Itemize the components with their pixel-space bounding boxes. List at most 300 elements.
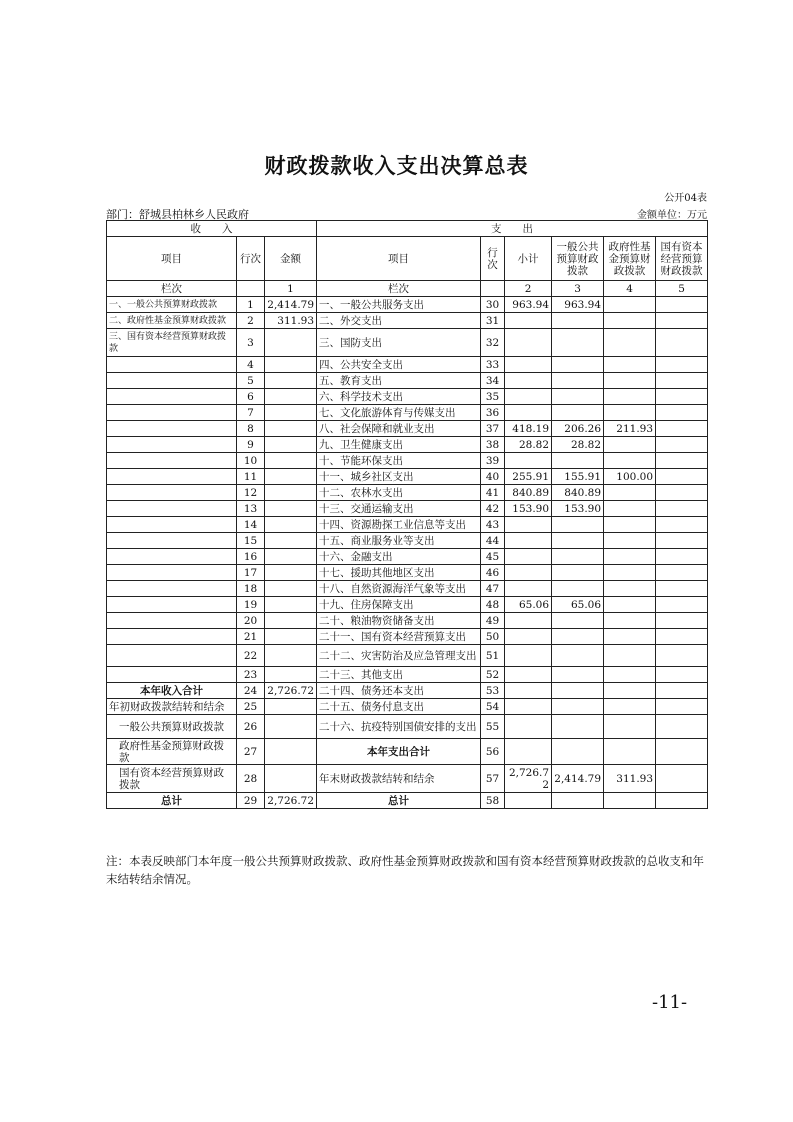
subtotal-cell: 255.91 [505, 469, 552, 485]
fund-budget-cell [604, 565, 656, 581]
income-line-no-cell: 4 [237, 357, 265, 373]
subtotal-cell [505, 699, 552, 715]
table-row [107, 329, 708, 357]
table-row [107, 565, 708, 581]
fund-budget-cell [604, 549, 656, 565]
general-budget-cell [552, 517, 604, 533]
general-budget-cell [552, 329, 604, 357]
subtotal-cell [505, 565, 552, 581]
income-item-cell [107, 389, 237, 405]
income-amount-cell [265, 485, 317, 501]
income-amount-cell: 2,414.79 [265, 297, 317, 313]
income-line-no-cell: 15 [237, 533, 265, 549]
income-item-cell [107, 613, 237, 629]
state-capital-cell [656, 421, 708, 437]
expense-item-cell: 二十三、其他支出 [317, 667, 481, 683]
expense-line-no-cell: 40 [481, 469, 505, 485]
income-item-cell [107, 565, 237, 581]
state-capital-cell [656, 517, 708, 533]
expense-item-cell: 本年支出合计 [317, 739, 481, 765]
income-item-cell [107, 501, 237, 517]
income-item-cell [107, 405, 237, 421]
fund-budget-cell [604, 329, 656, 357]
income-item-cell: 三、国有资本经营预算财政拨款 [107, 329, 237, 357]
general-budget-cell [552, 645, 604, 667]
expense-line-no-cell: 42 [481, 501, 505, 517]
expense-item-cell: 十八、自然资源海洋气象等支出 [317, 581, 481, 597]
fund-budget-cell [604, 715, 656, 739]
table-row [107, 683, 708, 699]
fund-budget-cell [604, 597, 656, 613]
income-amount-cell [265, 629, 317, 645]
expense-item-cell: 十六、金融支出 [317, 549, 481, 565]
state-capital-cell [656, 405, 708, 421]
expense-section-header: 支 出 [317, 221, 708, 237]
subtotal-cell: 2,726.72 [505, 765, 552, 793]
column-index-4: 4 [604, 281, 656, 297]
fund-budget-cell [604, 793, 656, 809]
income-line-no-cell: 22 [237, 645, 265, 667]
income-section-header: 收 入 [107, 221, 317, 237]
table-row [107, 405, 708, 421]
expense-item-cell: 二十、粮油物资储备支出 [317, 613, 481, 629]
expense-item-cell: 十二、农林水支出 [317, 485, 481, 501]
income-line-no-cell: 7 [237, 405, 265, 421]
expense-line-no-cell: 34 [481, 373, 505, 389]
income-amount-cell [265, 501, 317, 517]
expense-item-cell: 十三、交通运输支出 [317, 501, 481, 517]
state-capital-cell [656, 329, 708, 357]
income-item-cell [107, 629, 237, 645]
state-capital-cell [656, 765, 708, 793]
state-capital-cell [656, 501, 708, 517]
expense-item-cell: 年末财政拨款结转和结余 [317, 765, 481, 793]
subtotal-cell: 840.89 [505, 485, 552, 501]
fund-budget-cell [604, 437, 656, 453]
income-line-no-cell: 23 [237, 667, 265, 683]
subtotal-cell [505, 517, 552, 533]
table-row [107, 373, 708, 389]
subtotal-cell [505, 739, 552, 765]
income-item-cell [107, 373, 237, 389]
column-header-row [107, 237, 708, 281]
general-budget-cell: 963.94 [552, 297, 604, 313]
income-line-no-cell: 1 [237, 297, 265, 313]
table-row [107, 389, 708, 405]
state-capital-cell [656, 699, 708, 715]
subtotal-cell [505, 549, 552, 565]
general-budget-cell: 840.89 [552, 485, 604, 501]
expense-line-no-header: 行次 [481, 237, 505, 281]
income-item-cell [107, 469, 237, 485]
income-amount-cell [265, 469, 317, 485]
expense-item-cell: 五、教育支出 [317, 373, 481, 389]
expense-line-no-cell: 47 [481, 581, 505, 597]
table-row [107, 629, 708, 645]
table-row [107, 533, 708, 549]
fund-budget-cell [604, 501, 656, 517]
income-item-cell [107, 645, 237, 667]
subtotal-cell [505, 453, 552, 469]
expense-line-no-cell: 54 [481, 699, 505, 715]
table-row [107, 501, 708, 517]
state-capital-cell [656, 549, 708, 565]
state-capital-cell [656, 667, 708, 683]
income-line-no-cell: 12 [237, 485, 265, 501]
state-capital-cell [656, 533, 708, 549]
column-index-5: 5 [656, 281, 708, 297]
table-row [107, 357, 708, 373]
general-budget-cell [552, 739, 604, 765]
table-row [107, 645, 708, 667]
income-amount-cell [265, 613, 317, 629]
income-line-no-cell: 18 [237, 581, 265, 597]
income-amount-cell [265, 405, 317, 421]
income-line-no-cell: 29 [237, 793, 265, 809]
expense-item-cell: 十、节能环保支出 [317, 453, 481, 469]
table-row [107, 437, 708, 453]
income-amount-cell [265, 517, 317, 533]
general-budget-cell [552, 629, 604, 645]
income-amount-cell [265, 389, 317, 405]
table-row [107, 297, 708, 313]
income-amount-cell [265, 739, 317, 765]
income-amount-cell [265, 357, 317, 373]
income-line-no-cell: 14 [237, 517, 265, 533]
expense-item-cell: 十九、住房保障支出 [317, 597, 481, 613]
general-budget-cell: 28.82 [552, 437, 604, 453]
budget-summary-table [106, 220, 708, 809]
subtotal-cell: 963.94 [505, 297, 552, 313]
income-item-cell [107, 517, 237, 533]
income-amount-cell [265, 373, 317, 389]
table-row [107, 667, 708, 683]
income-amount-header: 金额 [265, 237, 317, 281]
general-budget-cell [552, 405, 604, 421]
subtotal-cell [505, 373, 552, 389]
state-capital-cell [656, 373, 708, 389]
income-item-cell: 国有资本经营预算财政拨款 [107, 765, 237, 793]
general-budget-cell [552, 533, 604, 549]
table-row [107, 699, 708, 715]
fund-budget-header: 政府性基金预算财政拨款 [604, 237, 656, 281]
column-index-label: 栏次 [317, 281, 481, 297]
expense-item-cell: 四、公共安全支出 [317, 357, 481, 373]
general-budget-cell [552, 313, 604, 329]
subtotal-cell [505, 667, 552, 683]
fund-budget-cell [604, 581, 656, 597]
state-capital-cell [656, 469, 708, 485]
expense-item-cell: 十四、资源勘探工业信息等支出 [317, 517, 481, 533]
general-budget-cell [552, 453, 604, 469]
general-budget-cell: 65.06 [552, 597, 604, 613]
income-line-no-header: 行次 [237, 237, 265, 281]
income-amount-cell [265, 329, 317, 357]
subtotal-cell [505, 329, 552, 357]
subtotal-cell [505, 533, 552, 549]
subtotal-cell [505, 313, 552, 329]
expense-line-no-cell: 36 [481, 405, 505, 421]
income-item-cell: 政府性基金预算财政拨款 [107, 739, 237, 765]
income-item-cell [107, 453, 237, 469]
income-amount-cell [265, 699, 317, 715]
general-budget-cell [552, 793, 604, 809]
state-capital-cell [656, 581, 708, 597]
income-item-cell [107, 533, 237, 549]
amount-unit-label: 金额单位：万元 [637, 210, 707, 221]
subtotal-cell [505, 629, 552, 645]
column-index-label: 栏次 [107, 281, 237, 297]
general-budget-cell [552, 581, 604, 597]
income-amount-cell: 2,726.72 [265, 793, 317, 809]
income-line-no-cell: 8 [237, 421, 265, 437]
income-line-no-cell: 9 [237, 437, 265, 453]
income-line-no-cell: 27 [237, 739, 265, 765]
fund-budget-cell [604, 739, 656, 765]
income-amount-cell: 2,726.72 [265, 683, 317, 699]
income-amount-cell [265, 581, 317, 597]
expense-line-no-cell: 44 [481, 533, 505, 549]
table-row [107, 597, 708, 613]
expense-item-cell: 九、卫生健康支出 [317, 437, 481, 453]
expense-item-cell: 三、国防支出 [317, 329, 481, 357]
expense-item-cell: 二、外交支出 [317, 313, 481, 329]
table-row [107, 517, 708, 533]
table-row [107, 765, 708, 793]
expense-item-cell: 二十五、债务付息支出 [317, 699, 481, 715]
expense-item-cell: 二十六、抗疫特别国债安排的支出 [317, 715, 481, 739]
income-item-cell: 年初财政拨款结转和结余 [107, 699, 237, 715]
expense-item-cell: 二十二、灾害防治及应急管理支出 [317, 645, 481, 667]
expense-item-cell: 一、一般公共服务支出 [317, 297, 481, 313]
expense-line-no-cell: 45 [481, 549, 505, 565]
income-line-no-cell: 24 [237, 683, 265, 699]
expense-item-cell: 八、社会保障和就业支出 [317, 421, 481, 437]
state-capital-cell [656, 613, 708, 629]
income-amount-cell [265, 715, 317, 739]
state-capital-cell [656, 597, 708, 613]
income-line-no-cell: 20 [237, 613, 265, 629]
expense-line-no-cell: 53 [481, 683, 505, 699]
income-amount-cell: 311.93 [265, 313, 317, 329]
state-capital-cell [656, 715, 708, 739]
general-budget-cell [552, 715, 604, 739]
state-capital-cell [656, 453, 708, 469]
table-row [107, 793, 708, 809]
income-item-cell [107, 485, 237, 501]
general-budget-cell [552, 373, 604, 389]
income-amount-cell [265, 453, 317, 469]
fund-budget-cell [604, 517, 656, 533]
general-budget-cell [552, 667, 604, 683]
table-row [107, 469, 708, 485]
state-capital-cell [656, 565, 708, 581]
expense-line-no-cell: 58 [481, 793, 505, 809]
expense-item-cell: 六、科学技术支出 [317, 389, 481, 405]
state-capital-header: 国有资本经营预算财政拨款 [656, 237, 708, 281]
subtotal-header: 小计 [505, 237, 552, 281]
column-index-row [107, 281, 708, 297]
general-budget-cell [552, 683, 604, 699]
table-row [107, 715, 708, 739]
income-line-no-cell: 21 [237, 629, 265, 645]
fund-budget-cell: 211.93 [604, 421, 656, 437]
subtotal-cell [505, 793, 552, 809]
subtotal-cell [505, 683, 552, 699]
state-capital-cell [656, 645, 708, 667]
fund-budget-cell [604, 533, 656, 549]
state-capital-cell [656, 683, 708, 699]
expense-line-no-cell: 33 [481, 357, 505, 373]
section-header-row [107, 221, 708, 237]
table-row [107, 549, 708, 565]
income-item-cell [107, 597, 237, 613]
income-line-no-cell: 11 [237, 469, 265, 485]
expense-line-no-cell: 38 [481, 437, 505, 453]
table-row [107, 313, 708, 329]
fund-budget-cell [604, 373, 656, 389]
general-budget-cell: 206.26 [552, 421, 604, 437]
income-item-cell: 本年收入合计 [107, 683, 237, 699]
general-budget-cell [552, 565, 604, 581]
expense-line-no-cell: 46 [481, 565, 505, 581]
expense-line-no-cell: 52 [481, 667, 505, 683]
expense-line-no-cell: 51 [481, 645, 505, 667]
subtotal-cell: 418.19 [505, 421, 552, 437]
table-row [107, 453, 708, 469]
expense-item-cell: 七、文化旅游体育与传媒支出 [317, 405, 481, 421]
subtotal-cell: 65.06 [505, 597, 552, 613]
form-number: 公开04表 [664, 193, 707, 204]
expense-line-no-cell: 55 [481, 715, 505, 739]
state-capital-cell [656, 739, 708, 765]
income-line-no-cell: 5 [237, 373, 265, 389]
income-line-no-cell: 28 [237, 765, 265, 793]
income-amount-cell [265, 421, 317, 437]
subtotal-cell [505, 645, 552, 667]
fund-budget-cell [604, 629, 656, 645]
expense-line-no-cell: 41 [481, 485, 505, 501]
general-budget-cell: 2,414.79 [552, 765, 604, 793]
expense-item-header: 项目 [317, 237, 481, 281]
income-amount-cell [265, 667, 317, 683]
state-capital-cell [656, 629, 708, 645]
state-capital-cell [656, 297, 708, 313]
income-amount-cell [265, 549, 317, 565]
general-budget-cell [552, 389, 604, 405]
income-line-no-cell: 19 [237, 597, 265, 613]
fund-budget-cell [604, 297, 656, 313]
expense-item-cell: 总计 [317, 793, 481, 809]
subtotal-cell: 153.90 [505, 501, 552, 517]
expense-line-no-cell: 35 [481, 389, 505, 405]
fund-budget-cell [604, 357, 656, 373]
income-line-no-cell: 25 [237, 699, 265, 715]
income-amount-cell [265, 597, 317, 613]
general-budget-cell [552, 613, 604, 629]
table-row [107, 421, 708, 437]
subtotal-cell [505, 389, 552, 405]
state-capital-cell [656, 389, 708, 405]
column-index-2: 2 [505, 281, 552, 297]
general-budget-cell [552, 357, 604, 373]
income-amount-cell [265, 437, 317, 453]
income-line-no-cell: 13 [237, 501, 265, 517]
expense-line-no-cell: 31 [481, 313, 505, 329]
state-capital-cell [656, 793, 708, 809]
state-capital-cell [656, 485, 708, 501]
income-item-cell: 一、一般公共预算财政拨款 [107, 297, 237, 313]
income-item-cell: 一般公共预算财政拨款 [107, 715, 237, 739]
document-title: 财政拨款收入支出决算总表 [264, 153, 529, 178]
fund-budget-cell [604, 405, 656, 421]
fund-budget-cell [604, 313, 656, 329]
column-index-3: 3 [552, 281, 604, 297]
general-budget-cell [552, 699, 604, 715]
fund-budget-cell: 311.93 [604, 765, 656, 793]
table-row [107, 485, 708, 501]
income-item-cell [107, 581, 237, 597]
state-capital-cell [656, 313, 708, 329]
expense-line-no-cell: 30 [481, 297, 505, 313]
income-line-no-cell: 3 [237, 329, 265, 357]
income-line-no-cell: 26 [237, 715, 265, 739]
income-amount-cell [265, 533, 317, 549]
expense-line-no-cell: 48 [481, 597, 505, 613]
expense-item-cell: 十一、城乡社区支出 [317, 469, 481, 485]
expense-item-cell: 十七、援助其他地区支出 [317, 565, 481, 581]
subtotal-cell [505, 715, 552, 739]
income-item-cell [107, 667, 237, 683]
expense-item-cell: 十五、商业服务业等支出 [317, 533, 481, 549]
expense-item-cell: 二十一、国有资本经营预算支出 [317, 629, 481, 645]
expense-line-no-cell: 32 [481, 329, 505, 357]
table-body [107, 297, 708, 809]
income-line-no-cell: 17 [237, 565, 265, 581]
expense-line-no-cell: 43 [481, 517, 505, 533]
fund-budget-cell [604, 667, 656, 683]
income-amount-cell [265, 565, 317, 581]
table-row [107, 581, 708, 597]
fund-budget-cell [604, 613, 656, 629]
state-capital-cell [656, 357, 708, 373]
fund-budget-cell [604, 683, 656, 699]
subtotal-cell [505, 581, 552, 597]
expense-line-no-cell: 57 [481, 765, 505, 793]
subtotal-cell [505, 613, 552, 629]
footnote: 注：本表反映部门本年度一般公共预算财政拨款、政府性基金预算财政拨款和国有资本经营预算财政拨款的总收支和年末结转结余情况。 [106, 854, 704, 886]
table-row [107, 739, 708, 765]
income-amount-cell [265, 645, 317, 667]
income-item-cell [107, 421, 237, 437]
income-item-cell [107, 357, 237, 373]
state-capital-cell [656, 437, 708, 453]
general-budget-cell: 153.90 [552, 501, 604, 517]
expense-line-no-cell: 39 [481, 453, 505, 469]
fund-budget-cell [604, 645, 656, 667]
general-budget-header: 一般公共预算财政拨款 [552, 237, 604, 281]
subtotal-cell [505, 357, 552, 373]
general-budget-cell: 155.91 [552, 469, 604, 485]
income-amount-cell [265, 765, 317, 793]
expense-line-no-cell: 49 [481, 613, 505, 629]
table-row [107, 613, 708, 629]
page-number: -11- [652, 992, 688, 1013]
expense-item-cell: 二十四、债务还本支出 [317, 683, 481, 699]
expense-line-no-cell: 56 [481, 739, 505, 765]
subtotal-cell: 28.82 [505, 437, 552, 453]
fund-budget-cell [604, 699, 656, 715]
